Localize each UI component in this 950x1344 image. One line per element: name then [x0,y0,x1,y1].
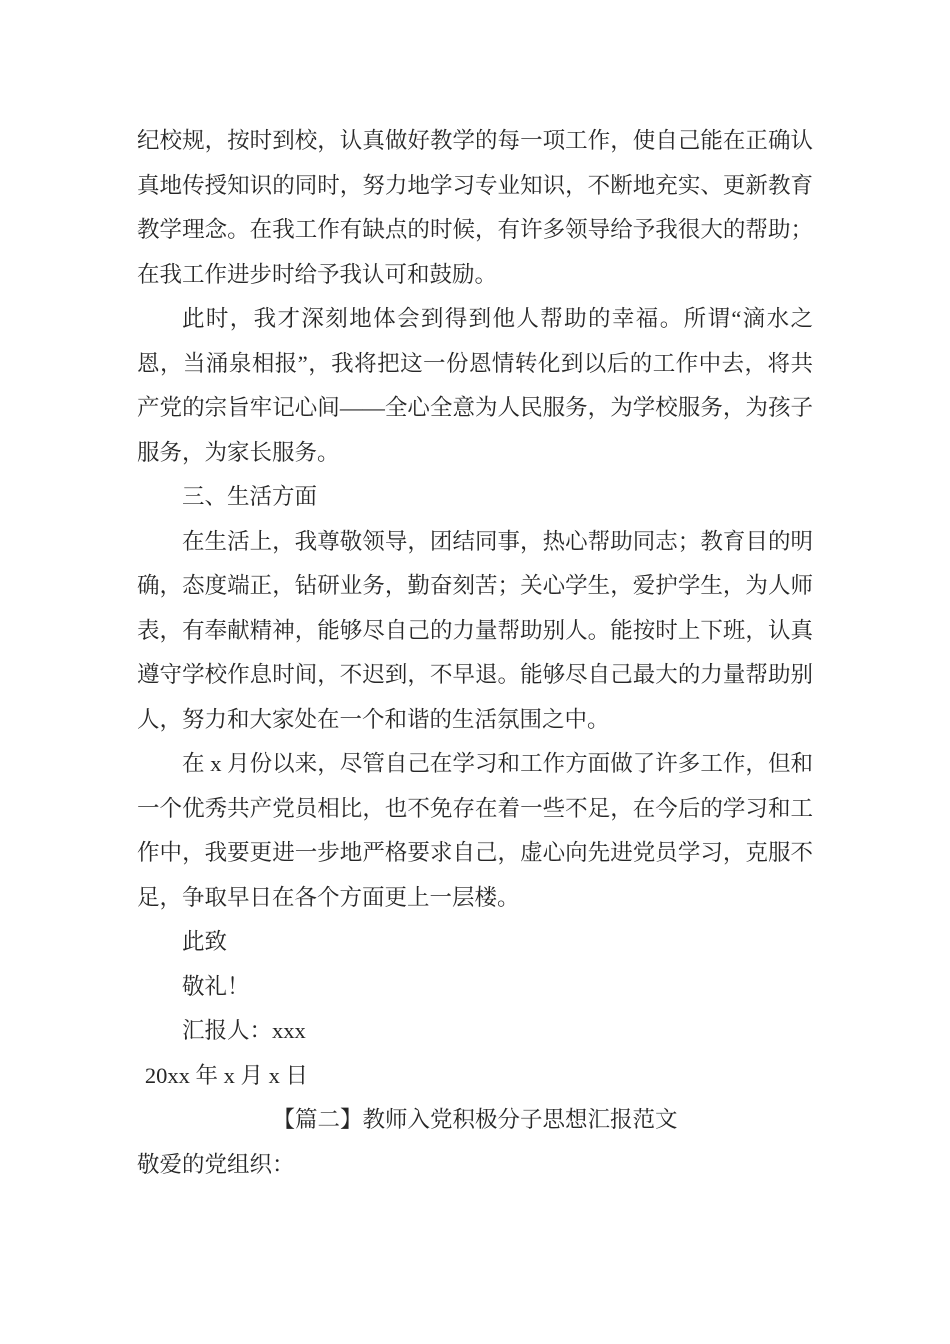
section-two-title: 【篇二】教师入党积极分子思想汇报范文 [272,1107,678,1132]
body-paragraph-continuation: 纪校规，按时到校，认真做好教学的每一项工作，使自己能在正确认真地传授知识的同时，努力地学习专业知识，不断地充实、更新教育教学理念。在我工作有缺点的时候，有许多领导给予我很大的帮助；在我工作进步时给予我认可和鼓励。 [137,128,813,287]
document-text-column [137,119,813,1187]
body-paragraph-shortcomings: 在 x 月份以来，尽管自己在学习和工作方面做了许多工作，但和一个优秀共产党员相比，也不免存在着一些不足，在今后的学习和工作中，我要更进一步地严格要求自己，虚心向先进党员学习，克服不足，争取早日在各个方面更上一层楼。 [137,751,813,910]
closing-date: 20xx 年 x 月 x 日 [144,1062,309,1088]
body-paragraph-gratitude: 此时，我才深刻地体会到得到他人帮助的幸福。所谓“滴水之恩，当涌泉相报”，我将把这一份恩情转化到以后的工作中去，将共产党的宗旨牢记心间——全心全意为人民服务，为学校服务，为孩子服务，为家长服务。 [137,306,813,465]
closing-cizhi: 此致 [182,929,228,954]
closing-salute: 敬礼！ [182,973,250,999]
salutation-party-organization: 敬爱的党组织： [137,1151,295,1177]
closing-reporter: 汇报人：xxx [182,1018,306,1043]
body-paragraph-life: 在生活上，我尊敬领导，团结同事，热心帮助同志；教育目的明确，态度端正，钻研业务，勤奋刻苦；关心学生，爱护学生，为人师表，有奉献精神，能够尽自己的力量帮助别人。能按时上下班，认真遵守学校作息时间，不迟到，不早退。能够尽自己最大的力量帮助别人，努力和大家处在一个和谐的生活氛围之中。 [137,528,813,732]
section-heading-life: 三、生活方面 [182,484,318,509]
